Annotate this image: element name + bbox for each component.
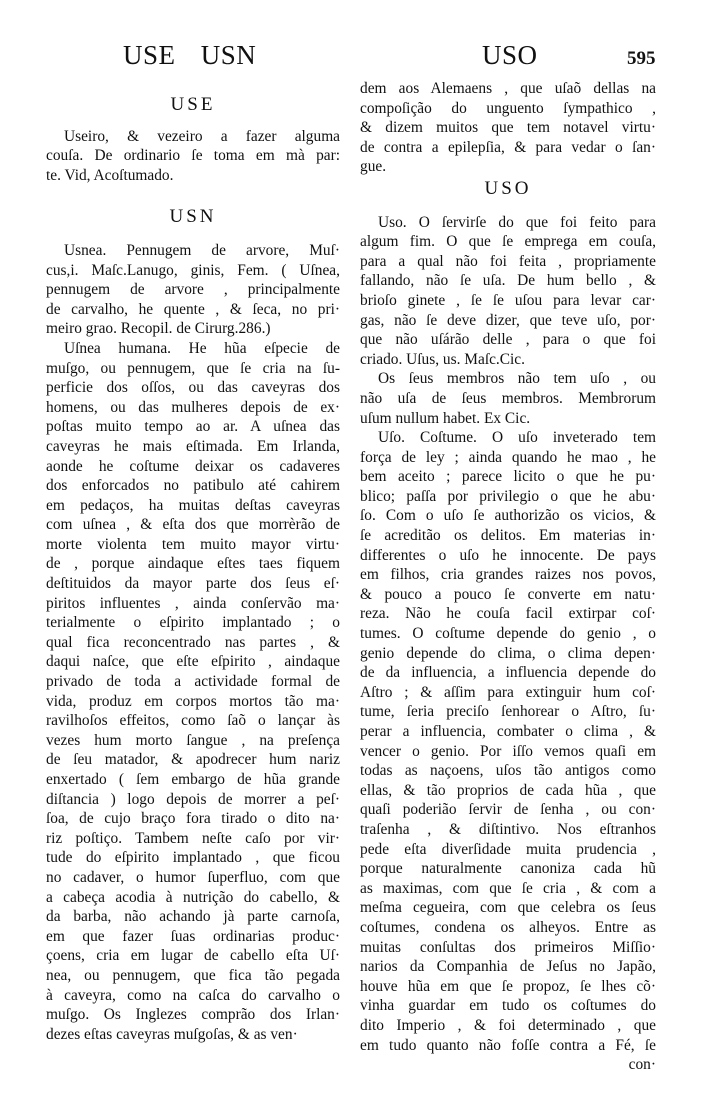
running-head-left: USE USN bbox=[123, 40, 257, 70]
text-line: ellas, & tão proprios de cada hũa , que bbox=[360, 781, 656, 799]
text-line: terialmente o eſpirito implantado ; o bbox=[46, 614, 340, 632]
text-line: poſtas muito tempo ao ar. A uſnea das bbox=[46, 418, 340, 436]
text-line: çoens, cria em lugar de cabello eſta Uſ· bbox=[46, 947, 340, 965]
text-line: porque naturalmente canoniza cada hũ bbox=[360, 860, 656, 878]
text-line: qual fica reconcentrado nas partes , & bbox=[46, 633, 340, 651]
text-line: te. Vid, Acoſtumado. bbox=[46, 166, 174, 184]
text-line: dos enforcados no patibulo até cahirem bbox=[46, 477, 340, 495]
text-line: as maximas, com que ſe cria , & com a bbox=[360, 879, 656, 897]
text-line: deſtituidos da mayor parte dos ſeus eſ· bbox=[46, 575, 340, 593]
text-line: ſo. Com o uſo ſe authorizão os vicios, & bbox=[360, 507, 656, 525]
section-heading-usn: USN bbox=[169, 206, 217, 228]
text-line: vencer o genio. Por iſſo vemos quaſi em bbox=[360, 742, 656, 760]
text-line: força de ley ; ainda quando he mao , he bbox=[360, 448, 656, 466]
text-line: dem aos Alemaens , que uſaõ dellas na bbox=[360, 80, 656, 97]
text-line: em que fazer ſuas ordinarias produc· bbox=[46, 927, 340, 945]
text-line: uſum nullum habet. Ex Cic. bbox=[360, 409, 531, 427]
text-line: compoſição do unguento ſympathico , bbox=[360, 99, 656, 117]
text-line: com uſnea , & eſta dos que morrèrão de bbox=[46, 516, 340, 534]
text-line: perar a influencia, combater o clima , & bbox=[360, 723, 656, 740]
right-column bbox=[360, 79, 656, 1075]
text-line: cus,i. Maſc.Lanugo, ginis, Fem. ( Uſnea, bbox=[46, 261, 340, 279]
left-column bbox=[46, 94, 340, 1044]
text-line: vezes hum morto ſangue , na preſença bbox=[46, 731, 340, 749]
entry-useiro bbox=[46, 127, 340, 186]
text-line: Os ſeus membros não tem uſo , ou bbox=[378, 370, 656, 388]
text-line: differentes o uſo he innocente. De pays bbox=[360, 546, 656, 564]
text-line: vinha guardar em tudo os coſtumes do bbox=[360, 997, 656, 1015]
text-line: narios da Companhia de Jeſus no Japão, bbox=[360, 958, 656, 976]
page-number: 595 bbox=[627, 48, 656, 69]
text-line: no cadaver, o humor ſuperfluo, com que bbox=[46, 868, 340, 886]
text-line: ravilhoſos effeitos, como ſaõ o lançar às bbox=[46, 712, 340, 730]
text-line: fallando, não ſe uſa. De hum bello , & bbox=[360, 272, 656, 290]
text-line: de contra a epilepſia, & para vedar o ſan· bbox=[360, 138, 656, 156]
text-line: nea, ou pennugem, que fica tão pegada bbox=[46, 966, 340, 984]
text-line: criado. Uſus, us. Maſc.Cic. bbox=[360, 350, 525, 368]
entry-usnea bbox=[46, 241, 340, 1044]
text-line: à caveyra, como na caſca do carvalho o bbox=[46, 986, 340, 1004]
text-line: em tudo quanto não foſſe contra a Fé, ſe bbox=[360, 1036, 656, 1054]
text-line: meſma cegueira, com que celebra os ſeus bbox=[360, 899, 656, 917]
text-line: todas as naçoens, uſos tão antigos como bbox=[360, 762, 656, 780]
text-line: enxertado ( ſem embargo de hũa grande bbox=[46, 771, 340, 788]
text-line: muſgo, ou pennugem, que ſe cria na ſu- bbox=[46, 359, 340, 377]
text-line: & dizem muitos que tem notavel virtu· bbox=[360, 119, 656, 137]
text-line: ſe acreditão os delitos. Em materias in· bbox=[360, 527, 656, 545]
section-heading-use: USE bbox=[170, 94, 216, 115]
text-line: Uso. O ſervirſe do que foi feito para bbox=[378, 213, 656, 231]
catchword: con· bbox=[628, 1056, 656, 1074]
text-line: riz poſtiço. Tambem neſte caſo por vir· bbox=[46, 829, 340, 847]
text-line: traſenha , & diſtintivo. Nos eſtranhos bbox=[360, 820, 656, 838]
text-line: brioſo ginete , ſe ſe uſou para levar car· bbox=[360, 291, 656, 309]
text-line: aonde he coſtume deixar os cadaveres bbox=[46, 457, 340, 475]
text-line: de , porque aindaque eſtes taes fiquem bbox=[46, 555, 340, 573]
text-line: não uſa de ſeus membros. Membrorum bbox=[360, 389, 656, 407]
text-line: de da influencia, a influencia depende do bbox=[360, 664, 656, 682]
running-head-right: USO bbox=[482, 40, 538, 70]
text-line: muitas conſultas dos primeiros Miſſio· bbox=[360, 938, 656, 956]
text-line: pennugem de arvore , principalmente bbox=[46, 281, 340, 299]
text-line: Useiro, & vezeiro a fazer alguma bbox=[64, 127, 340, 145]
text-line: que não uſárão delle , para o que foi bbox=[360, 331, 656, 349]
section-heading-uso: USO bbox=[484, 177, 532, 199]
text-line: privado de toda a actividade formal de bbox=[46, 673, 340, 691]
text-line: piritos influentes , ainda conſervão ma· bbox=[46, 594, 340, 612]
text-line: muſgo. Os Inglezes comprão dos Irlan· bbox=[46, 1006, 340, 1024]
text-line: vida, produz em corpos mortos tão ma· bbox=[46, 692, 340, 710]
text-line: gas, não ſe deve dizer, que teve uſo, por· bbox=[360, 311, 656, 329]
text-line: Usnea. Pennugem de arvore, Muſ· bbox=[64, 241, 340, 259]
text-line: Aſtro ; & aſſim para extinguir hum coſ· bbox=[360, 683, 656, 701]
text-line: a cabeça acodia à nutrição do cabello, & bbox=[46, 888, 340, 906]
text-line: couſa. De ordinario ſe toma em mà par: bbox=[46, 147, 340, 165]
text-line: tume, ſeria preciſo ſenhorear o Aſtro, ſu· bbox=[360, 703, 656, 721]
text-line: perficie dos oſſos, ou das caveyras dos bbox=[46, 379, 340, 397]
text-line: houve hũa em que ſe propoz, ſe lhes cõ· bbox=[360, 977, 656, 995]
text-line: coſtumes, condena os alheyos. Entre as bbox=[360, 918, 656, 936]
text-line: & pouco a pouco ſe converte em natu· bbox=[360, 585, 656, 603]
text-line: daqui naſce, que eſte eſpirito , aindaque bbox=[46, 653, 340, 671]
text-line: dezes eſtas caveyras muſgoſas, & as ven· bbox=[46, 1025, 298, 1043]
text-line: dito Imperio , & foi determinado , que bbox=[360, 1016, 656, 1034]
text-line: ſoa, de cujo braço fora tirado o dito na· bbox=[46, 810, 340, 828]
text-line: meiro grao. Recopil. de Cirurg.286.) bbox=[46, 320, 271, 338]
text-line: para a qual não foi feita , propriamente bbox=[360, 252, 656, 270]
text-line: de carvalho, he quente , & ſeca, no pri· bbox=[46, 300, 340, 318]
text-line: tumes. O coſtume depende do genio , o bbox=[360, 625, 656, 643]
text-line: bem aceito ; parece licito o que he pu· bbox=[360, 468, 656, 486]
text-line: quaſi poderião ſervir de ſenha , ou con· bbox=[360, 801, 656, 819]
text-line: em pedaços, ha muitas deſtas caveyras bbox=[46, 496, 340, 514]
text-line: homens, ou das mulheres depois de ex· bbox=[46, 398, 340, 416]
text-line: algum fim. O que ſe emprega em couſa, bbox=[360, 233, 656, 251]
text-line: tude do eſpirito implantado , que ficou bbox=[46, 849, 340, 867]
text-line: reza. Não he couſa facil extirpar coſ· bbox=[360, 605, 656, 623]
entry-uso bbox=[360, 213, 656, 1056]
text-line: em filhos, cria grandes raizes nos povos, bbox=[360, 566, 656, 584]
continuation-text bbox=[360, 79, 656, 177]
text-line: genio depende do clima, o clima depen· bbox=[360, 644, 656, 662]
text-line: Uſnea humana. He hũa eſpecie de bbox=[64, 339, 340, 357]
text-line: morte violenta tem muito mayor virtu· bbox=[46, 535, 340, 553]
text-line: blico; paſſa por privilegio o que he abu· bbox=[360, 487, 656, 505]
text-line: diſtancia ) logo depois de morrer a peſ· bbox=[46, 790, 340, 808]
text-line: caveyras he mais eſtimada. Em Irlanda, bbox=[46, 437, 340, 455]
text-line: gue. bbox=[360, 158, 387, 176]
text-line: da barba, não achando jà parte carnoſa, bbox=[46, 908, 340, 926]
text-line: Uſo. Coſtume. O uſo inveterado tem bbox=[378, 429, 656, 447]
text-line: de ſeu matador, & apodrecer hum nariz bbox=[46, 751, 340, 769]
text-line: pede eſta diverſidade muita prudencia , bbox=[360, 840, 656, 858]
